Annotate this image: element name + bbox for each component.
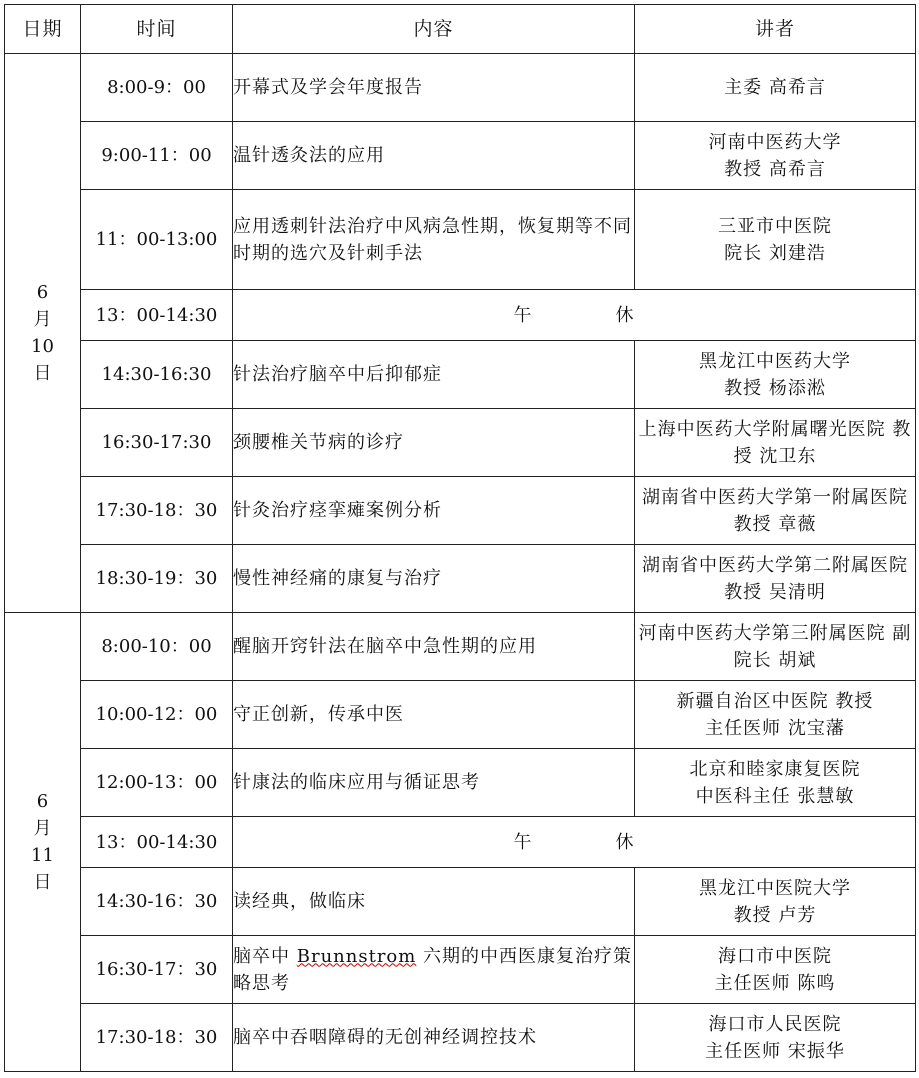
time-cell: 16:30-17：30: [81, 936, 233, 1004]
content-cell: 守正创新，传承中医: [233, 681, 635, 749]
time-cell: 17:30-18：30: [81, 1004, 233, 1072]
content-cell: [233, 936, 635, 1004]
header-time: 时间: [81, 5, 233, 54]
speaker-line: 新疆自治区中医院 教授: [676, 690, 874, 712]
speaker-line: 主任医师 陈鸣: [714, 972, 836, 994]
speaker-cell: [635, 54, 916, 122]
time-cell: 18:30-19：30: [81, 545, 233, 613]
table-row: [5, 341, 916, 409]
time-cell: 17:30-18：30: [81, 477, 233, 545]
speaker-cell: [635, 749, 916, 817]
speaker-cell: 上海中医药大学附属曙光医院 教授 沈卫东: [635, 409, 916, 477]
content-cell: 醒脑开窍针法在脑卒中急性期的应用: [233, 613, 635, 681]
table-row: [5, 477, 916, 545]
table-row: [5, 54, 916, 122]
header-date: 日期: [5, 5, 81, 54]
time-cell: 8:00-9：00: [81, 54, 233, 122]
table-row: [5, 936, 916, 1004]
content-cell: 脑卒中吞咽障碍的无创神经调控技术: [233, 1004, 635, 1072]
speaker-cell: [635, 190, 916, 290]
table-row-break: [5, 817, 916, 868]
content-cell: 开幕式及学会年度报告: [233, 54, 635, 122]
lunch-break-cell: [233, 817, 916, 868]
content-cell: 读经典，做临床: [233, 868, 635, 936]
date-text: 6: [36, 791, 49, 812]
speaker-line: 中医科主任 张慧敏: [695, 785, 855, 807]
break-text: 午: [513, 304, 533, 326]
speaker-line: 海口市中医院: [718, 945, 832, 967]
content-cell: 颈腰椎关节病的诊疗: [233, 409, 635, 477]
speaker-line: 河南中医药大学: [708, 131, 842, 153]
table-row: [5, 868, 916, 936]
date-text: 日: [33, 872, 52, 893]
schedule-table: [4, 4, 916, 1072]
time-cell: 12:00-13：00: [81, 749, 233, 817]
content-cell: 慢性神经痛的康复与治疗: [233, 545, 635, 613]
date-text: 11: [31, 845, 54, 866]
speaker-line: 主任医师 沈宝藩: [705, 717, 845, 739]
date-cell-day1: [5, 54, 81, 613]
header-speaker: 讲者: [635, 5, 916, 54]
table-row: [5, 190, 916, 290]
speaker-cell: [635, 936, 916, 1004]
content-cell: 针灸治疗痉挛瘫案例分析: [233, 477, 635, 545]
speaker-cell: [635, 341, 916, 409]
time-cell: 16:30-17:30: [81, 409, 233, 477]
time-cell: 13：00-14:30: [81, 290, 233, 341]
content-text: 六期的中西医康复治疗策略思考: [233, 945, 633, 994]
speaker-line: 院长 刘建浩: [724, 242, 826, 264]
content-cell: 温针透灸法的应用: [233, 122, 635, 190]
break-text: 休: [615, 831, 635, 853]
speaker-line: 黑龙江中医院大学: [699, 877, 851, 899]
date-cell-day2: [5, 613, 81, 1072]
speaker-cell: 湖南省中医药大学第一附属医院 教授 章薇: [635, 477, 916, 545]
speaker-line: 教授 高希言: [724, 158, 826, 180]
time-cell: 9:00-11：00: [81, 122, 233, 190]
break-text: 午: [513, 831, 533, 853]
time-cell: 13：00-14:30: [81, 817, 233, 868]
speaker-line: 主委 高希言: [724, 77, 826, 98]
content-cell: 针康法的临床应用与循证思考: [233, 749, 635, 817]
speaker-line: 教授 杨添淞: [724, 377, 826, 399]
time-cell: 14:30-16：30: [81, 868, 233, 936]
header-row: [5, 5, 916, 54]
table-row-break: [5, 290, 916, 341]
table-row: [5, 1004, 916, 1072]
table-row: [5, 409, 916, 477]
header-content: 内容: [233, 5, 635, 54]
date-text: 10: [31, 336, 54, 357]
speaker-cell: [635, 1004, 916, 1072]
date-text: 日: [33, 363, 52, 384]
date-text: 6: [36, 282, 49, 303]
time-cell: 11：00-13:00: [81, 190, 233, 290]
table-row: [5, 122, 916, 190]
speaker-line: 主任医师 宋振华: [705, 1040, 845, 1062]
speaker-cell: [635, 868, 916, 936]
speaker-line: 三亚市中医院: [718, 215, 832, 237]
time-cell: 8:00-10：00: [81, 613, 233, 681]
content-text: 脑卒中: [233, 945, 297, 967]
speaker-line: 黑龙江中医药大学: [699, 350, 851, 372]
content-cell: 应用透刺针法治疗中风病急性期，恢复期等不同时期的选穴及针刺手法: [233, 190, 635, 290]
break-text: 休: [615, 304, 635, 326]
content-cell: 针法治疗脑卒中后抑郁症: [233, 341, 635, 409]
speaker-line: 教授 卢芳: [733, 904, 817, 926]
table-row: [5, 749, 916, 817]
speaker-line: 海口市人民医院: [708, 1013, 842, 1035]
date-text: 月: [33, 818, 52, 839]
spellcheck-word: Brunnstrom: [296, 945, 417, 967]
table-row: [5, 545, 916, 613]
time-cell: 14:30-16:30: [81, 341, 233, 409]
speaker-cell: [635, 681, 916, 749]
speaker-cell: 湖南省中医药大学第二附属医院 教授 吴清明: [635, 545, 916, 613]
lunch-break-cell: [233, 290, 916, 341]
time-cell: 10:00-12：00: [81, 681, 233, 749]
speaker-cell: 河南中医药大学第三附属医院 副院长 胡斌: [635, 613, 916, 681]
table-row: [5, 681, 916, 749]
date-text: 月: [33, 309, 52, 330]
table-row: [5, 613, 916, 681]
speaker-line: 北京和睦家康复医院: [689, 758, 861, 780]
speaker-cell: [635, 122, 916, 190]
